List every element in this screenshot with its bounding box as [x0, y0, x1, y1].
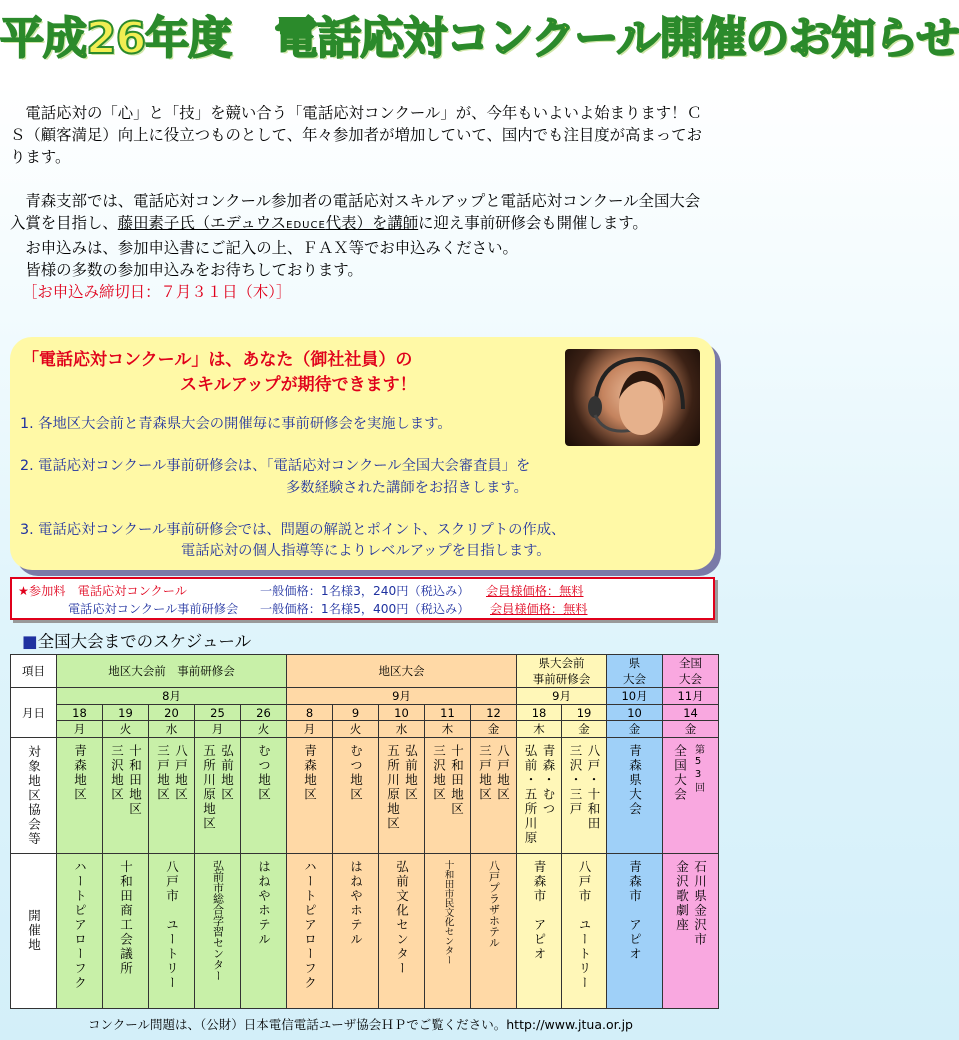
month-cell: 9月 [517, 688, 607, 705]
target-cell [195, 738, 241, 854]
month-cell: 10月 [607, 688, 663, 705]
venue-cell [517, 854, 562, 1009]
weekday-cell: 金 [562, 721, 607, 738]
fee-box [10, 577, 715, 620]
month-row [11, 688, 719, 705]
venue-text: 石川県金沢市 金沢歌劇座 [674, 860, 708, 947]
target-text: 青森地区 [302, 744, 318, 802]
venue-text: ハートピアローフク [302, 860, 318, 991]
weekday-cell: 木 [425, 721, 471, 738]
weekday-cell: 木 [517, 721, 562, 738]
benefit-item-3: 3. 電話応対コンクール事前研修会では、問題の解説とポイント、スクリプトの作成、 [20, 522, 566, 538]
headset-illustration [565, 349, 700, 446]
venue-text: はねやホテル [348, 860, 364, 947]
weekday-cell: 月 [287, 721, 333, 738]
intro-paragraph-1: 電話応対の「心」と「技」を競い合う「電話応対コンクール」が、今年もいよいよ始まります！ＣＳ（顧客満足）向上に役立つものとして、年々参加者が増加していて、国内でも注目度が高まっております。 [10, 104, 702, 166]
benefit-item-2: 2. 電話応対コンクール事前研修会は、「電話応対コンクール全国大会審査員」を [20, 458, 531, 474]
weekday-cell: 火 [333, 721, 379, 738]
day-cell: 18 [57, 705, 103, 721]
day-cell: 12 [471, 705, 517, 721]
fee-member-contest: 会員様価格：無料 [486, 584, 584, 598]
target-cell [149, 738, 195, 854]
month-cell: 9月 [287, 688, 517, 705]
venue-text: はねやホテル [256, 860, 272, 947]
lecturer-company: EDUCE [286, 220, 326, 231]
venue-cell [57, 854, 103, 1009]
header-pref-seminar: 県大会前 事前研修会 [517, 655, 607, 688]
month-cell: 11月 [663, 688, 719, 705]
lecturer-name: 藤田素子氏（エデュウス [117, 214, 287, 232]
day-cell: 10 [379, 705, 425, 721]
venue-text: 青森市 アピオ [532, 860, 548, 962]
weekday-cell: 水 [379, 721, 425, 738]
target-text: 弘前地区 五所川原地区 [201, 744, 235, 831]
venue-cell [379, 854, 425, 1009]
intro-text [10, 102, 715, 303]
venue-text: 八戸市 ユートリー [577, 860, 593, 991]
target-cell [517, 738, 562, 854]
intro-paragraph-4: 皆様の多数の参加申込みをお待ちしております。 [10, 261, 363, 279]
header-district: 地区大会 [287, 655, 517, 688]
venue-text: 青森市 アピオ [627, 860, 643, 962]
square-icon: ■ [22, 632, 38, 651]
venue-cell [562, 854, 607, 1009]
day-cell: 9 [333, 705, 379, 721]
schedule-table [10, 654, 719, 1009]
fee-member-seminar: 会員様価格：無料 [490, 602, 588, 616]
header-national: 全国 大会 [663, 655, 719, 688]
weekday-cell: 火 [103, 721, 149, 738]
venue-cell [241, 854, 287, 1009]
table-header-row [11, 655, 719, 688]
day-cell: 19 [562, 705, 607, 721]
target-cell [471, 738, 517, 854]
day-cell: 18 [517, 705, 562, 721]
target-text: 十和田地区 三沢地区 [431, 744, 465, 817]
target-text: 八戸地区 三戸地区 [477, 744, 511, 802]
venue-text: 十和田商工会議所 [118, 860, 134, 976]
weekday-cell: 金 [663, 721, 719, 738]
target-text: むつ地区 [348, 744, 364, 802]
benefit-item-2-cont: 多数経験された講師をお招きします。 [286, 480, 528, 496]
fee-general-contest: 一般価格：1名様3，240円（税込み） [260, 584, 470, 598]
target-cell [562, 738, 607, 854]
national-edition: 第53回 [692, 744, 704, 794]
venue-cell [333, 854, 379, 1009]
day-cell: 19 [103, 705, 149, 721]
target-text: 全国大会 [672, 744, 688, 802]
date-label: 月日 [11, 688, 57, 738]
target-label: 対象地区協会等 [11, 738, 57, 854]
venue-cell [287, 854, 333, 1009]
intro-paragraph-2-end: に迎え事前研修会も開催します。 [418, 214, 648, 232]
benefit-item-1: 1. 各地区大会前と青森県大会の開催毎に事前研修会を実施します。 [20, 416, 452, 432]
target-cell [607, 738, 663, 854]
weekday-cell: 月 [195, 721, 241, 738]
day-cell: 8 [287, 705, 333, 721]
schedule-heading: ■全国大会までのスケジュール [22, 632, 252, 651]
venue-cell [425, 854, 471, 1009]
intro-paragraph-2: 青森支部では、電話応対コンクール参加者の電話応対スキルアップと電話応対コンクール全国大会入賞を目指し、 [10, 192, 701, 232]
target-text: 十和田地区 三沢地区 [109, 744, 143, 817]
benefit-item-3-cont: 電話応対の個人指導等によりレベルアップを目指します。 [181, 543, 551, 559]
venue-cell [149, 854, 195, 1009]
venue-text: ハートピアローフク [72, 860, 88, 991]
venue-row [11, 854, 719, 1009]
deadline-notice: ［お申込み締切日：７月３１日（木）］ [22, 283, 292, 301]
day-cell: 25 [195, 705, 241, 721]
footer-note: コンクール問題は、（公財）日本電信電話ユーザ協会ＨＰでご覧ください。http://www.jtua.or.jp [88, 1017, 633, 1032]
day-cell: 11 [425, 705, 471, 721]
venue-text: 弘前文化センター [394, 860, 410, 976]
venue-text: 八戸市 ユートリー [164, 860, 180, 991]
target-row [11, 738, 719, 854]
operator-photo [565, 349, 700, 446]
lecturer-role: 代表）を講師 [325, 214, 419, 232]
target-text: 八戸地区 三戸地区 [155, 744, 189, 802]
fee-label-seminar: 電話応対コンクール事前研修会 [68, 602, 239, 616]
day-cell: 14 [663, 705, 719, 721]
header-pre-seminar: 地区大会前 事前研修会 [57, 655, 287, 688]
weekday-cell: 月 [57, 721, 103, 738]
day-cell: 26 [241, 705, 287, 721]
day-cell: 10 [607, 705, 663, 721]
venue-text: 八戸プラザホテル [487, 860, 501, 948]
day-row [11, 705, 719, 721]
weekday-cell: 水 [149, 721, 195, 738]
venue-cell [607, 854, 663, 1009]
target-cell [103, 738, 149, 854]
venue-cell [471, 854, 517, 1009]
weekday-cell: 火 [241, 721, 287, 738]
venue-text: 十和田市民文化センター [442, 860, 454, 965]
target-text: むつ地区 [256, 744, 272, 802]
target-cell [241, 738, 287, 854]
weekday-cell: 金 [607, 721, 663, 738]
venue-text: 弘前市総合学習センター [211, 860, 225, 981]
target-cell [663, 738, 719, 854]
target-text: 青森地区 [72, 744, 88, 802]
header-pref: 県 大会 [607, 655, 663, 688]
target-cell [425, 738, 471, 854]
target-cell [57, 738, 103, 854]
target-cell [333, 738, 379, 854]
venue-cell [663, 854, 719, 1009]
header-item: 項目 [11, 655, 57, 688]
target-cell [379, 738, 425, 854]
day-cell: 20 [149, 705, 195, 721]
month-cell: 8月 [57, 688, 287, 705]
target-text: 弘前地区 五所川原地区 [385, 744, 419, 831]
target-text: 八戸・十和田 三沢・三戸 [568, 744, 602, 831]
weekday-cell: 金 [471, 721, 517, 738]
target-text: 青森・むつ 弘前・五所川原 [523, 744, 557, 846]
venue-cell [195, 854, 241, 1009]
intro-paragraph-3: お申込みは、参加申込書にご記入の上、ＦＡＸ等でお申込みください。 [10, 239, 518, 257]
target-text: 青森県大会 [627, 744, 643, 817]
benefits-heading-2: スキルアップが期待できます！ [180, 375, 417, 395]
benefits-heading-1: 「電話応対コンクール」は、あなた（御社社員）の [22, 350, 413, 370]
venue-cell [103, 854, 149, 1009]
target-cell [287, 738, 333, 854]
weekday-row [11, 721, 719, 738]
page-title: 平成26年度 電話応対コンクール開催のお知らせ [0, 13, 959, 64]
venue-label: 開催地 [11, 854, 57, 1009]
fee-label-contest: ★参加料 電話応対コンクール [18, 584, 187, 598]
fee-general-seminar: 一般価格：1名様5，400円（税込み） [260, 602, 470, 616]
